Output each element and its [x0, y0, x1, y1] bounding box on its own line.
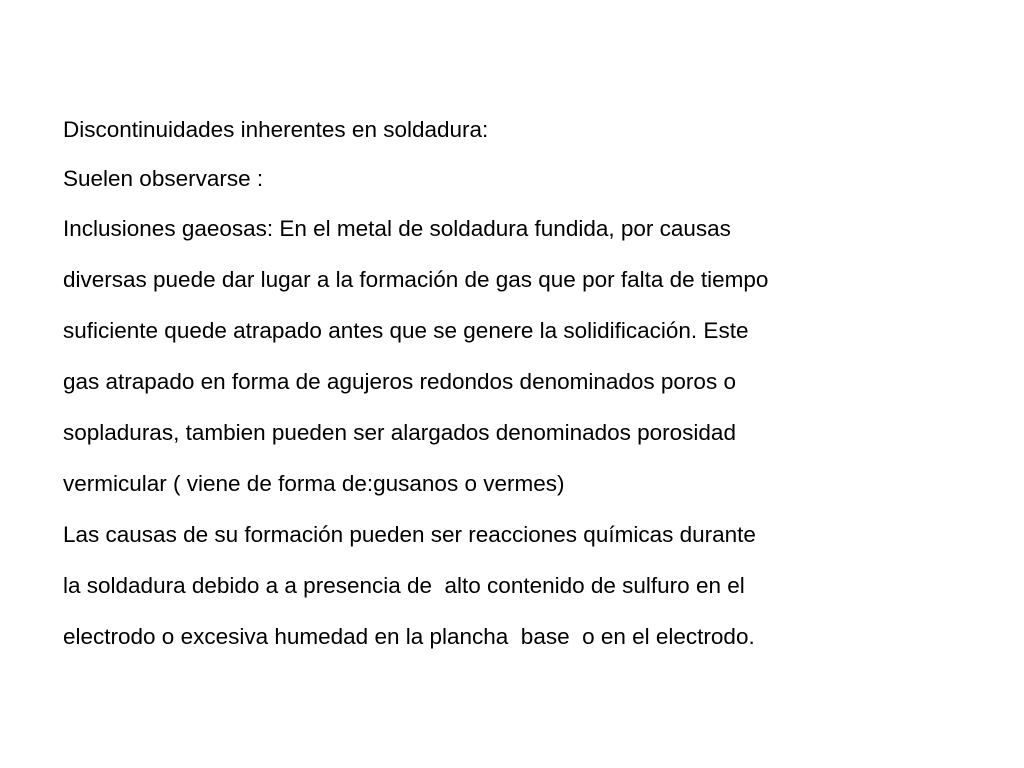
slide-text-block — [63, 105, 983, 662]
paragraph-line: sopladuras, tambien pueden ser alargados denominados porosidad — [63, 420, 736, 445]
paragraph-line: diversas puede dar lugar a la formación de gas que por falta de tiempo — [63, 267, 769, 292]
slide-heading: Discontinuidades inherentes en soldadura: — [63, 117, 489, 142]
slide-subheading: Suelen observarse : — [63, 166, 264, 191]
paragraph-line: suficiente quede atrapado antes que se genere la solidificación. Este — [63, 318, 749, 343]
paragraph-line: Inclusiones gaeosas: En el metal de soldadura fundida, por causas — [63, 216, 731, 241]
paragraph-line: Las causas de su formación pueden ser reacciones químicas durante — [63, 522, 756, 547]
paragraph-line: la soldadura debido a a presencia de alto contenido de sulfuro en el — [63, 573, 745, 598]
paragraph-line: gas atrapado en forma de agujeros redondos denominados poros o — [63, 369, 736, 394]
paragraph-line: electrodo o excesiva humedad en la plancha base o en el electrodo. — [63, 624, 755, 649]
paragraph-line: vermicular ( viene de forma de:gusanos o vermes) — [63, 471, 565, 496]
